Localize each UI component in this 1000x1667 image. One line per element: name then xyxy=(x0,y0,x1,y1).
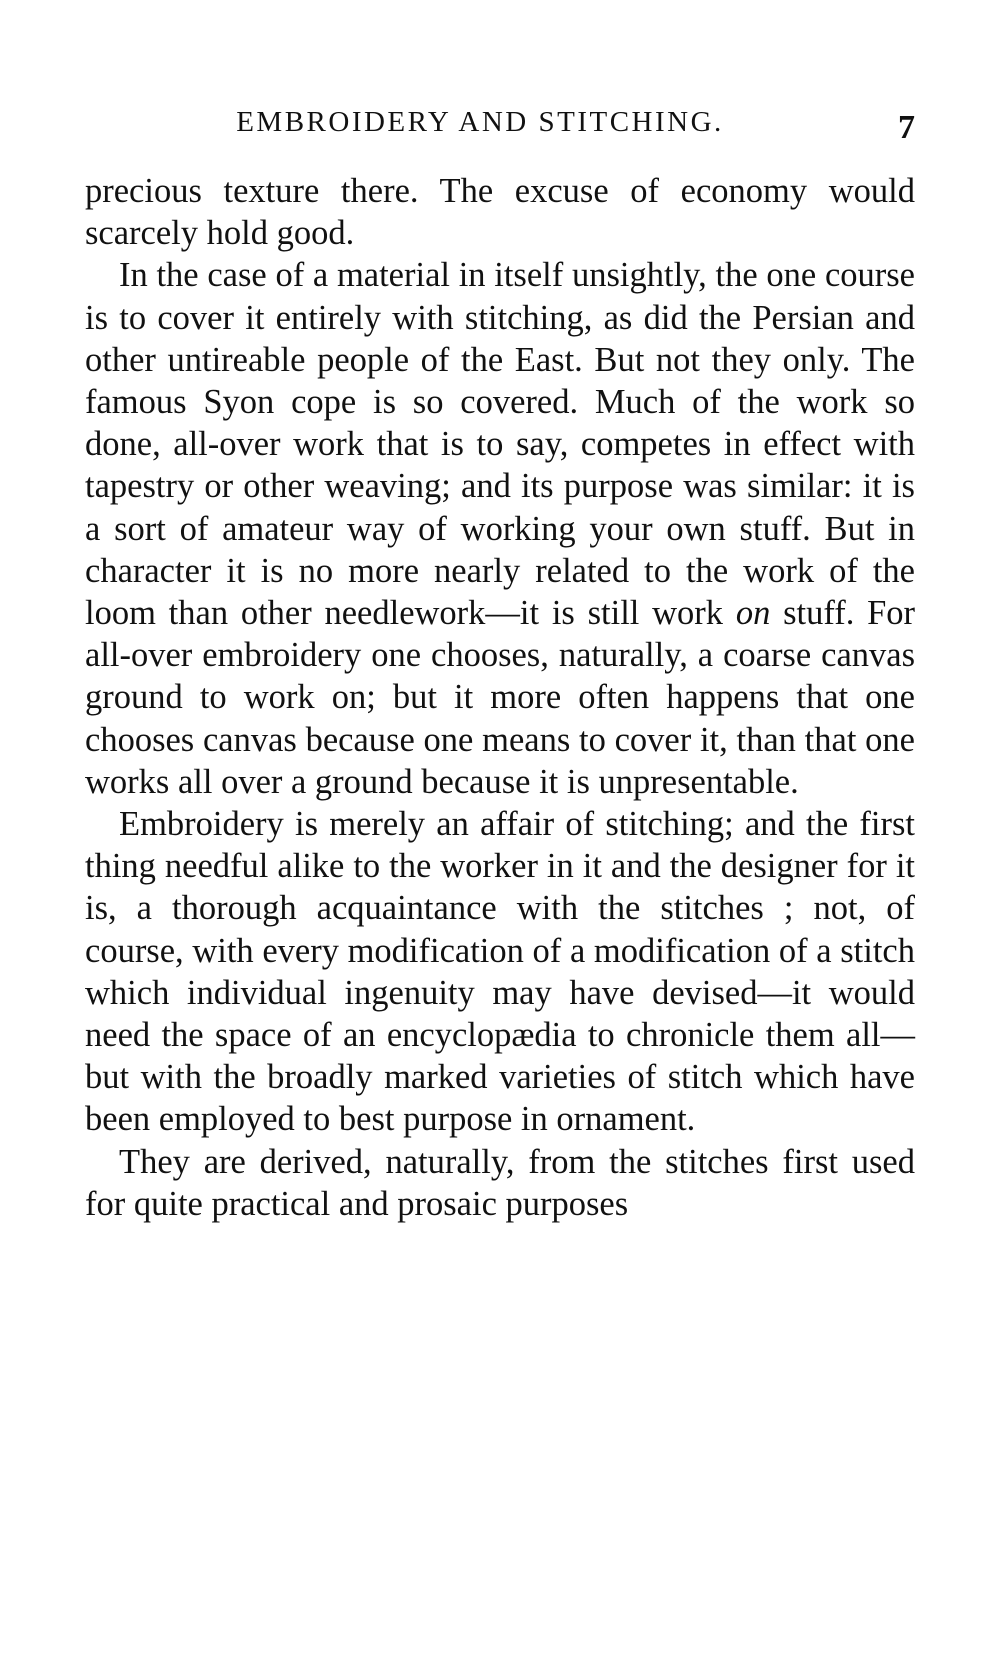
paragraph-2-text-end: stuff. For all-over embroidery one chooses, naturally, a coarse canvas ground to work on; but it more often happens that one chooses canvas because one means to cover it, than that one works all over a ground because it is unpresentable. xyxy=(85,594,915,801)
paragraph-2-emphasis: on xyxy=(735,594,771,633)
paragraph-1-text: precious texture there. The excuse of economy would scarcely hold good. xyxy=(85,172,915,253)
paragraph-4 xyxy=(85,1141,915,1225)
paragraph-2-text-start: In the case of a material in itself unsightly, the one course is to cover it entirely with stitching, as did the Persian and other untireable people of the East. But not they only. The famous Syon cope is so covered. Much of the work so done, all-over work that is to say, competes in effect with tapestry or other weaving; and its purpose was similar: it is a sort of amateur way of working your own stuff. But in character it is no more nearly related to the work of the loom than other needlework—it is still work xyxy=(85,256,915,633)
paragraph-4-text: They are derived, naturally, from the stitches first used for quite practical and prosaic purposes xyxy=(85,1142,915,1223)
page-number: 7 xyxy=(898,109,915,146)
running-head xyxy=(85,100,915,144)
paragraph-2 xyxy=(85,254,915,803)
paragraph-3-text: Embroidery is merely an affair of stitching; and the first thing needful alike to the worker in it and the designer for it is, a thorough acquaintance with the stitches ; not, of course, with every modification of a modification of a stitch which individual ingenuity may have devised—it would need the space of an encyclopædia to chronicle them all—but with the broadly marked varieties of stitch which have been employed to best purpose in ornament. xyxy=(85,805,915,1139)
paragraph-1 xyxy=(85,170,915,254)
chapter-title: EMBROIDERY AND STITCHING. xyxy=(236,106,724,138)
body-text xyxy=(85,170,915,1225)
paragraph-3 xyxy=(85,803,915,1141)
